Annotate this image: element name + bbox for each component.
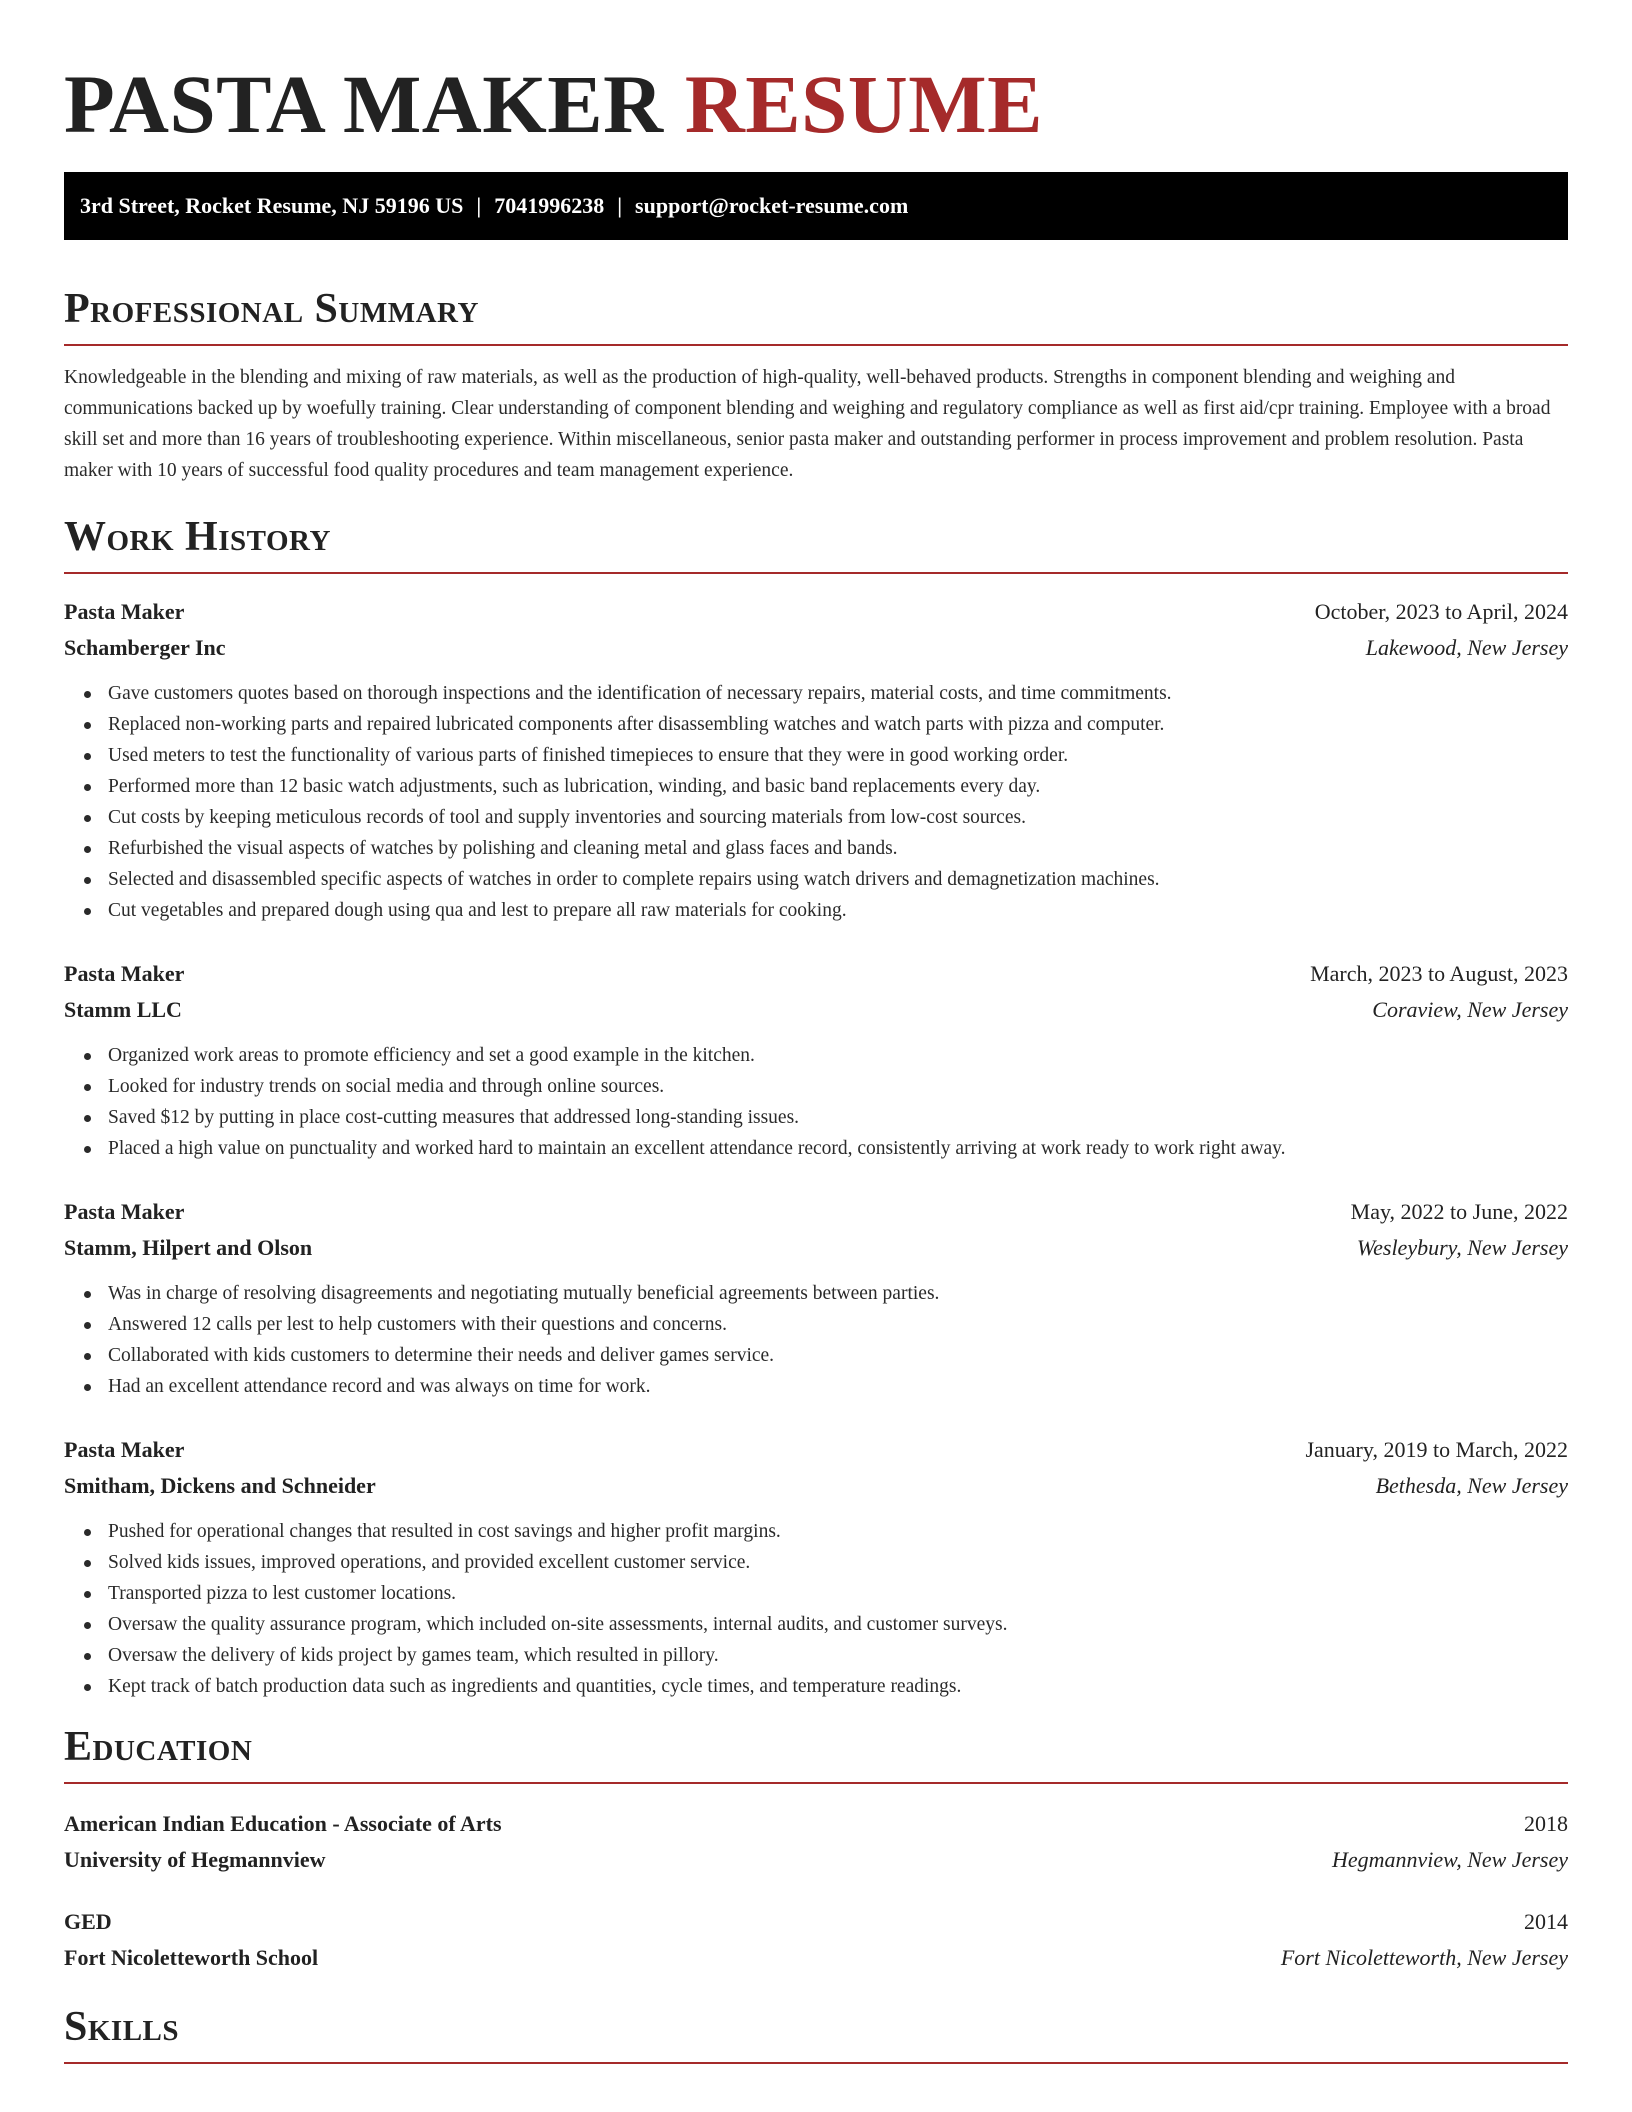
- job-bullet: Gave customers quotes based on thorough inspections and the identification of necessary repairs, material costs, and time commitments.: [108, 678, 1568, 709]
- education-degree: GED: [64, 1909, 112, 1934]
- job-bullet: Replaced non-working parts and repaired lubricated components after disassembling watches and watch parts with pizza and computer.: [108, 709, 1568, 740]
- job-title: Pasta Maker: [64, 961, 185, 986]
- contact-email[interactable]: support@rocket-resume.com: [635, 193, 909, 218]
- contact-phone[interactable]: 7041996238: [494, 193, 605, 218]
- job-location: Coraview, New Jersey: [1372, 997, 1568, 1022]
- job-bullet: Kept track of batch production data such as ingredients and quantities, cycle times, and temperature readings.: [108, 1671, 1568, 1702]
- section-heading-summary: Professional Summary: [64, 284, 1568, 346]
- job-entry: [64, 956, 1568, 1164]
- job-title: Pasta Maker: [64, 599, 185, 624]
- job-bullet: Transported pizza to lest customer locations.: [108, 1578, 1568, 1609]
- section-heading-skills: Skills: [64, 2002, 1568, 2064]
- job-header-row: [64, 1432, 1568, 1468]
- education-degree-row: [64, 1904, 1568, 1940]
- job-header-row: [64, 956, 1568, 992]
- job-title: Pasta Maker: [64, 1199, 185, 1224]
- job-entry: [64, 594, 1568, 926]
- job-bullet: Answered 12 calls per lest to help customers with their questions and concerns.: [108, 1309, 1568, 1340]
- summary-text: Knowledgeable in the blending and mixing of raw materials, as well as the production of high-quality, well-behaved products. Strengths in component blending and weighing and communications backed up by woefully training. Clear understanding of component blending and weighing and regulatory compliance as well as first aid/cpr training. Employee with a broad skill set and more than 16 years of troubleshooting experience. Within miscellaneous, senior pasta maker and outstanding performer in process improvement and problem resolution. Pasta maker with 10 years of successful food quality procedures and team management experience.: [64, 367, 1551, 481]
- job-location: Wesleybury, New Jersey: [1356, 1235, 1568, 1260]
- job-bullet: Looked for industry trends on social media and through online sources.: [108, 1071, 1568, 1102]
- job-bullet: Performed more than 12 basic watch adjustments, such as lubrication, winding, and basic band replacements every day.: [108, 771, 1568, 802]
- education-location: Hegmannview, New Jersey: [1331, 1847, 1568, 1872]
- job-company: Stamm, Hilpert and Olson: [64, 1235, 313, 1260]
- title-main: PASTA MAKER: [64, 58, 664, 150]
- job-bullet: Cut vegetables and prepared dough using qua and lest to prepare all raw materials for cooking.: [108, 895, 1568, 926]
- job-company-row: [64, 1230, 1568, 1266]
- job-company: Stamm LLC: [64, 997, 182, 1022]
- job-bullet: Pushed for operational changes that resulted in cost savings and higher profit margins.: [108, 1516, 1568, 1547]
- job-header-row: [64, 1194, 1568, 1230]
- job-dates: March, 2023 to August, 2023: [1310, 961, 1568, 986]
- resume-title: [64, 58, 1568, 150]
- job-bullet: Selected and disassembled specific aspects of watches in order to complete repairs using watch drivers and demagnetization machines.: [108, 864, 1568, 895]
- job-bullet: Refurbished the visual aspects of watches by polishing and cleaning metal and glass faces and bands.: [108, 833, 1568, 864]
- job-company-row: [64, 992, 1568, 1028]
- education-school: Fort Nicoletteworth School: [64, 1945, 319, 1970]
- job-bullets: [64, 1040, 1568, 1164]
- job-dates: May, 2022 to June, 2022: [1350, 1199, 1568, 1224]
- education-school: University of Hegmannview: [64, 1847, 326, 1872]
- section-heading-education: Education: [64, 1722, 1568, 1784]
- job-bullet: Was in charge of resolving disagreements and negotiating mutually beneficial agreements between parties.: [108, 1278, 1568, 1309]
- education-degree-row: [64, 1806, 1568, 1842]
- job-bullets: [64, 678, 1568, 926]
- education-year: 2014: [1524, 1909, 1568, 1934]
- job-company: Schamberger Inc: [64, 635, 226, 660]
- job-bullets: [64, 1278, 1568, 1402]
- resume-page: [64, 0, 1568, 2064]
- contact-address: 3rd Street, Rocket Resume, NJ 59196 US: [80, 193, 464, 218]
- job-header-row: [64, 594, 1568, 630]
- job-bullet: Oversaw the delivery of kids project by games team, which resulted in pillory.: [108, 1640, 1568, 1671]
- job-company-row: [64, 1468, 1568, 1504]
- section-heading-work-history: Work History: [64, 512, 1568, 574]
- job-dates: October, 2023 to April, 2024: [1314, 599, 1568, 624]
- job-bullet: Oversaw the quality assurance program, which included on-site assessments, internal audits, and customer surveys.: [108, 1609, 1568, 1640]
- education-location: Fort Nicoletteworth, New Jersey: [1280, 1945, 1568, 1970]
- job-bullet: Had an excellent attendance record and was always on time for work.: [108, 1371, 1568, 1402]
- contact-bar: [64, 172, 1568, 240]
- title-accent: RESUME: [684, 58, 1043, 150]
- contact-separator: |: [617, 193, 623, 218]
- education-degree: American Indian Education - Associate of Arts: [64, 1811, 502, 1836]
- job-location: Bethesda, New Jersey: [1375, 1473, 1568, 1498]
- job-company-row: [64, 630, 1568, 666]
- job-bullet: Organized work areas to promote efficiency and set a good example in the kitchen.: [108, 1040, 1568, 1071]
- education-year: 2018: [1524, 1811, 1568, 1836]
- job-dates: January, 2019 to March, 2022: [1305, 1437, 1568, 1462]
- job-bullet: Collaborated with kids customers to determine their needs and deliver games service.: [108, 1340, 1568, 1371]
- education-school-row: [64, 1842, 1568, 1878]
- job-company: Smitham, Dickens and Schneider: [64, 1473, 376, 1498]
- job-entry: [64, 1194, 1568, 1402]
- contact-separator: |: [476, 193, 482, 218]
- job-location: Lakewood, New Jersey: [1365, 635, 1568, 660]
- job-bullet: Used meters to test the functionality of various parts of finished timepieces to ensure that they were in good working order.: [108, 740, 1568, 771]
- job-bullets: [64, 1516, 1568, 1702]
- job-title: Pasta Maker: [64, 1437, 185, 1462]
- job-bullet: Placed a high value on punctuality and worked hard to maintain an excellent attendance record, consistently arriving at work ready to work right away.: [108, 1133, 1568, 1164]
- job-bullet: Saved $12 by putting in place cost-cutting measures that addressed long-standing issues.: [108, 1102, 1568, 1133]
- job-entry: [64, 1432, 1568, 1702]
- job-bullet: Cut costs by keeping meticulous records of tool and supply inventories and sourcing materials from low-cost sources.: [108, 802, 1568, 833]
- education-school-row: [64, 1940, 1568, 1976]
- education-entry: [64, 1806, 1568, 1878]
- job-bullet: Solved kids issues, improved operations, and provided excellent customer service.: [108, 1547, 1568, 1578]
- education-entry: [64, 1904, 1568, 1976]
